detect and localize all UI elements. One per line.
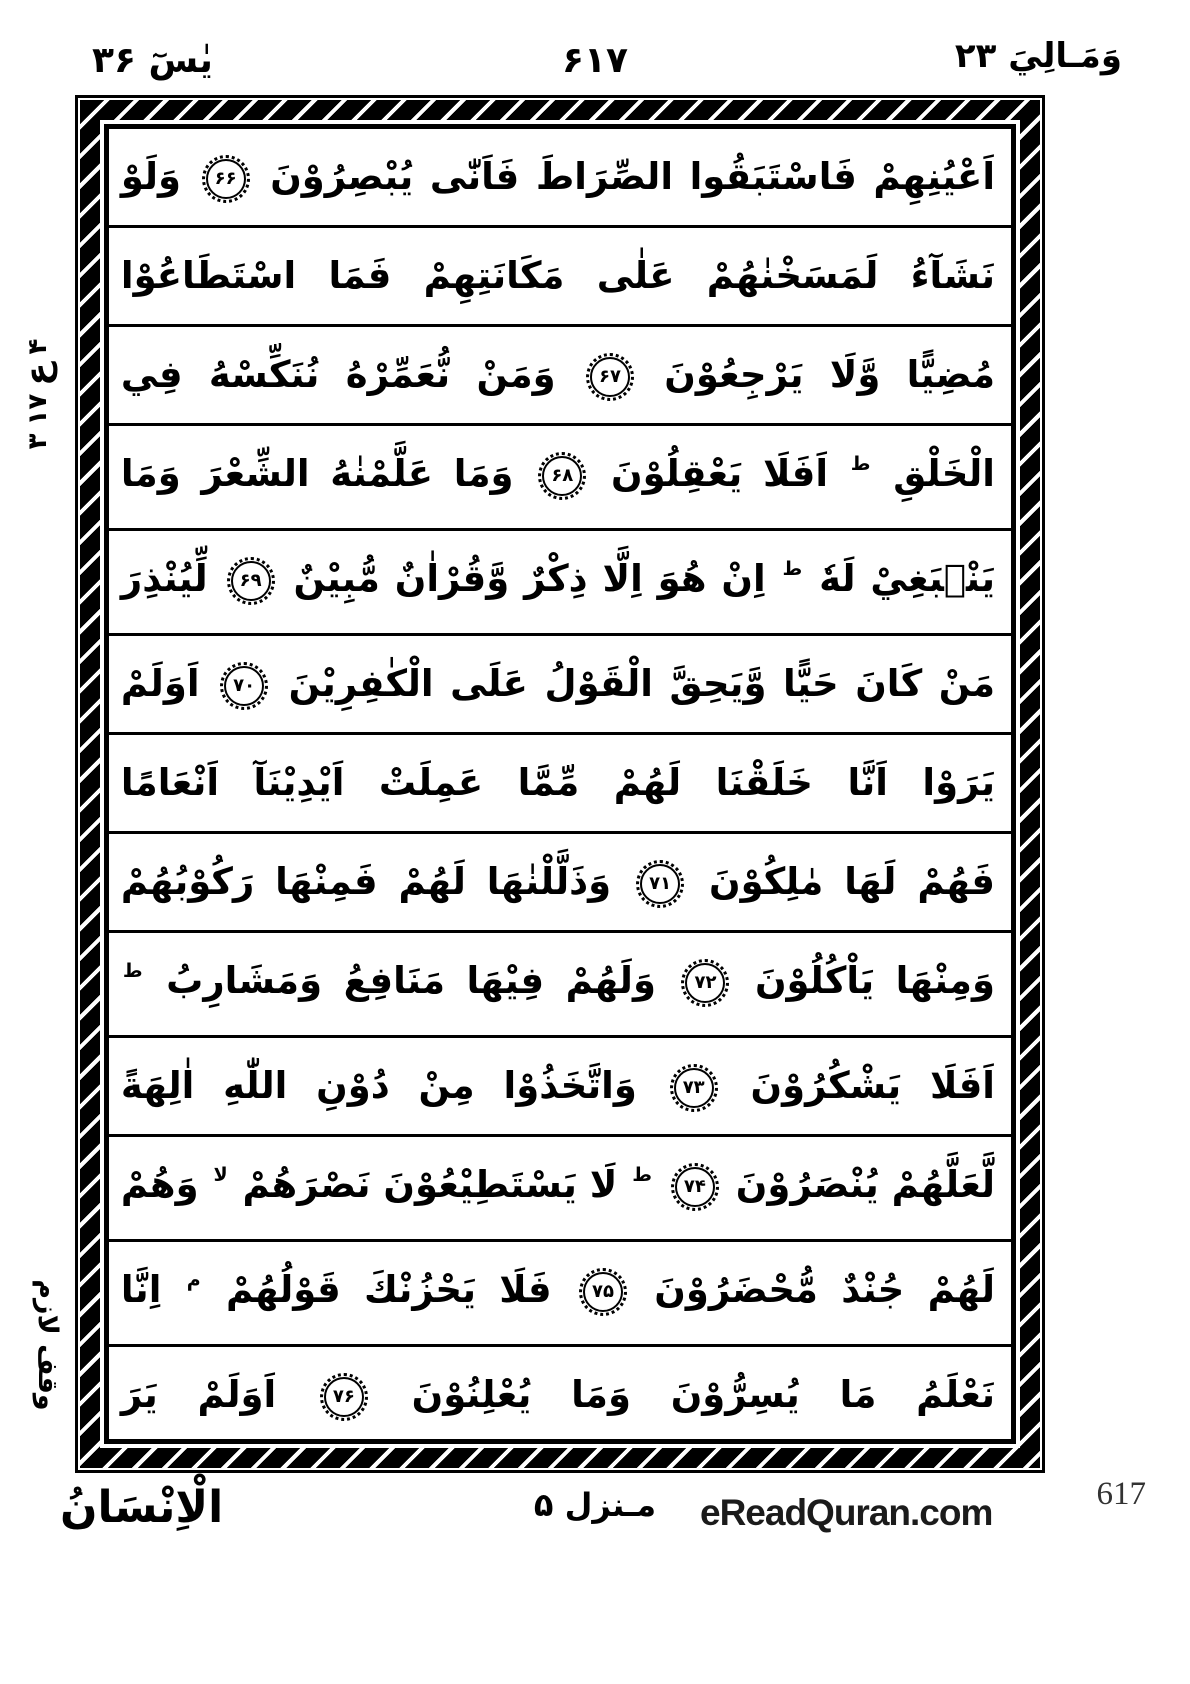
ayah-text: نَعْلَمُ مَا يُسِرُّوْنَ وَمَا يُعْلِنُوْنَ	[411, 1373, 995, 1416]
ruku-marker-stack	[18, 339, 58, 450]
waqf-sign: م	[186, 1269, 201, 1291]
quran-line-7	[105, 735, 1011, 834]
ayah-number-marker: ۷۴	[675, 1167, 715, 1207]
ayah-text: يَرَوْا اَنَّا خَلَقْنَا لَهُمْ مِّمَّا عَمِلَتْ اَيْدِيْنَآ اَنْعَامًا	[120, 761, 995, 804]
ayah-text: لِّيُنْذِرَ	[120, 557, 208, 600]
ayah-text: وَذَلَّلْنٰهَا لَهُمْ فَمِنْهَا رَكُوْبُهُمْ	[120, 860, 612, 903]
waqf-sign: ط	[632, 1164, 652, 1186]
ayah-text: الْخَلْقِ	[893, 452, 995, 495]
ayah-text: اِنَّا	[120, 1268, 162, 1311]
ayah-text: اَعْيُنِهِمْ فَاسْتَبَقُوا الصِّرَاطَ فَاَنّٰى يُبْصِرُوْنَ	[270, 155, 995, 198]
quran-line-13	[105, 1347, 1011, 1443]
page-number-arabic: ۶۱۷	[562, 40, 628, 81]
ayah-text: اَوَلَمْ	[120, 662, 200, 705]
waqf-sign: ط	[782, 558, 803, 580]
waqf-sign: لا	[213, 1164, 228, 1186]
ayah-text: وَمَنْ نُّعَمِّرْهُ نُنَكِّسْهُ فِي	[120, 353, 556, 396]
ayah-number-marker: ۶۶	[206, 159, 246, 199]
ayah-number-marker: ۷۶	[324, 1377, 364, 1417]
ayah-text: اَوَلَمْ يَرَ	[120, 1373, 277, 1416]
quran-line-8	[105, 834, 1011, 933]
quran-line-3	[105, 327, 1011, 426]
waqf-sign: ط	[122, 960, 143, 982]
quran-line-10	[105, 1038, 1011, 1137]
quran-text-block	[109, 129, 1011, 1439]
ruku-marker-glyph-1: ۴	[23, 338, 53, 355]
waqf-sign: ط	[850, 453, 871, 475]
ayah-number-marker: ۶۸	[542, 456, 582, 496]
brand-watermark: eReadQuran.com	[700, 1492, 993, 1533]
quran-line-9	[105, 933, 1011, 1038]
ayah-number-marker: ۷۵	[583, 1272, 623, 1312]
manzil-label: مـنزل ۵	[533, 1486, 657, 1524]
ruku-marker-glyph-3: ۱۷	[23, 393, 53, 426]
ayah-text: اَفَلَا يَشْكُرُوْنَ	[750, 1064, 995, 1107]
ayah-text: وَاتَّخَذُوْا مِنْ دُوْنِ اللّٰهِ اٰلِهَةً	[120, 1064, 637, 1107]
quran-line-2	[105, 228, 1011, 327]
quran-line-11	[105, 1137, 1011, 1242]
ayah-number-marker: ۷۲	[685, 963, 725, 1003]
ayah-text: اَفَلَا يَعْقِلُوْنَ	[611, 452, 829, 495]
quran-line-1	[105, 129, 1011, 228]
ayah-number-marker: ۷۳	[674, 1068, 714, 1108]
quran-line-4	[105, 426, 1011, 531]
ayah-text: وَمَا عَلَّمْنٰهُ الشِّعْرَ وَمَا	[120, 452, 514, 495]
next-surah-catchword: الْاِنْسَانُ	[60, 1482, 224, 1533]
waqf-lazim-note	[28, 1259, 68, 1431]
quran-line-6	[105, 636, 1011, 735]
ayah-text: لَّعَلَّهُمْ يُنْصَرُوْنَ	[735, 1163, 995, 1206]
border-inner-gap	[100, 120, 1020, 1448]
ayah-text: وَهُمْ	[120, 1163, 199, 1206]
ayah-text: اِنْ هُوَ اِلَّا ذِكْرٌ وَّقُرْاٰنٌ مُّبِيْنٌ	[293, 557, 766, 600]
ayah-text: فَلَا يَحْزُنْكَ قَوْلُهُمْ	[225, 1268, 552, 1311]
juz-name-label: وَمَـالِيَ ۲۳	[954, 36, 1122, 76]
ayah-text: وَلَوْ	[120, 155, 181, 198]
page-number-latin: 617	[1096, 1476, 1146, 1512]
waqf-lazim-text: وقف لازم	[32, 1279, 64, 1411]
ruku-marker-glyph-2: ع	[18, 362, 58, 386]
ruku-marker	[16, 329, 60, 459]
ayah-text: وَمِنْهَا يَاْكُلُوْنَ	[754, 959, 995, 1002]
ayah-number-marker: ۷۰	[224, 666, 264, 706]
page-frame	[75, 95, 1045, 1473]
ornamental-border-band	[80, 100, 1040, 1468]
quran-line-12	[105, 1242, 1011, 1347]
ayah-text: لَا يَسْتَطِيْعُوْنَ نَصْرَهُمْ	[242, 1163, 618, 1206]
ayah-text: وَلَهُمْ فِيْهَا مَنَافِعُ وَمَشَارِبُ	[166, 959, 656, 1002]
ayah-number-marker: ۷۱	[640, 864, 680, 904]
ayah-number-marker: ۶۷	[590, 357, 630, 397]
ayah-text: يَنْۢبَغِيْ لَهٗ	[819, 557, 996, 600]
ayah-text: فَهُمْ لَهَا مٰلِكُوْنَ	[708, 860, 995, 903]
ayah-text: نَشَآءُ لَمَسَخْنٰهُمْ عَلٰى مَكَانَتِهِمْ فَمَا اسْتَطَاعُوْا	[120, 254, 995, 297]
ayah-text: لَهُمْ جُنْدٌ مُّحْضَرُوْنَ	[654, 1268, 996, 1311]
ruku-marker-glyph-4: ۳	[23, 433, 53, 450]
ayah-text: مَنْ كَانَ حَيًّا وَّيَحِقَّ الْقَوْلُ عَلَى الْكٰفِرِيْنَ	[288, 662, 995, 705]
ayah-number-marker: ۶۹	[231, 561, 271, 601]
quran-line-5	[105, 531, 1011, 636]
text-area-border	[104, 124, 1016, 1444]
ayah-text: مُضِيًّا وَّلَا يَرْجِعُوْنَ	[664, 353, 995, 396]
surah-name-label: يٰسٓ ۳۶	[92, 40, 213, 81]
